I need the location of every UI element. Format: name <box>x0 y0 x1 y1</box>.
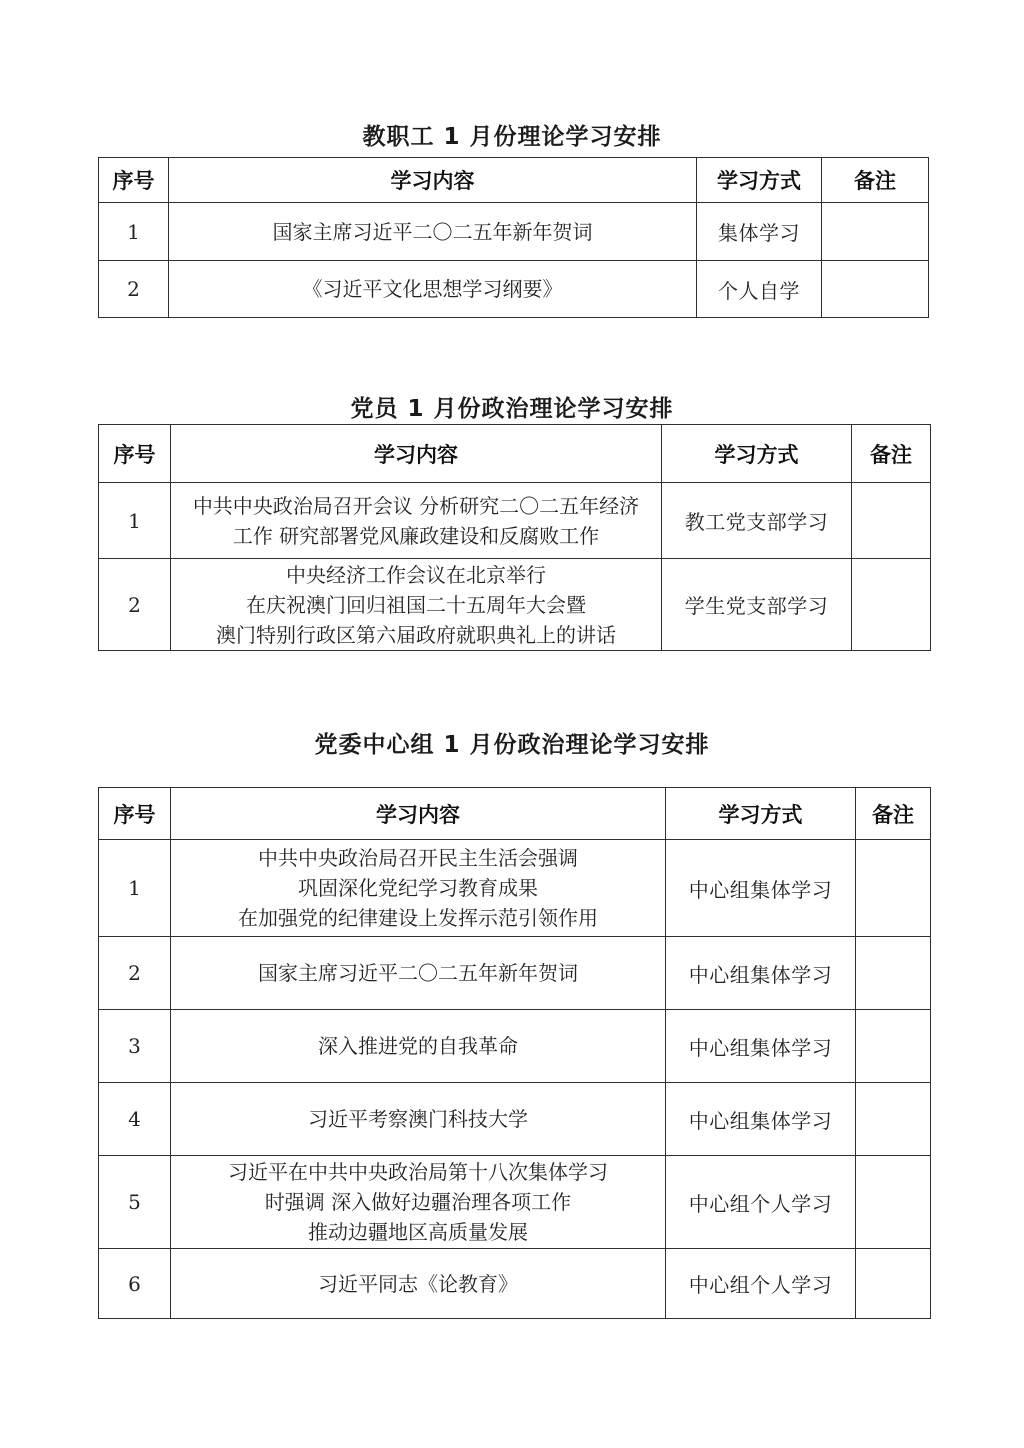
row-number: 2 <box>99 559 171 651</box>
note-cell <box>852 483 931 559</box>
table-header-row <box>99 425 931 483</box>
table-row <box>99 937 931 1010</box>
content-line: 国家主席习近平二〇二五年新年贺词 <box>272 219 593 244</box>
study-method: 集体学习 <box>697 203 822 261</box>
note-cell <box>856 937 931 1010</box>
column-header-method: 学习方式 <box>662 425 852 483</box>
column-header-method: 学习方式 <box>697 158 822 203</box>
content-line: 在加强党的纪律建设上发挥示范引领作用 <box>238 906 598 930</box>
row-number: 3 <box>99 1010 171 1083</box>
table-row <box>99 840 931 937</box>
party-member-study-table <box>98 424 931 651</box>
study-method: 学生党支部学习 <box>662 559 852 651</box>
study-method: 中心组集体学习 <box>666 937 856 1010</box>
table-header-row <box>99 788 931 840</box>
column-header-content: 学习内容 <box>169 158 697 203</box>
note-cell <box>856 840 931 937</box>
column-header-content: 学习内容 <box>171 788 666 840</box>
row-number: 5 <box>99 1156 171 1249</box>
column-header-method: 学习方式 <box>666 788 856 840</box>
content-line: 《习近平文化思想学习纲要》 <box>302 277 563 301</box>
row-number: 2 <box>99 937 171 1010</box>
content-line: 中共中央政治局召开会议 分析研究二〇二五年经济 <box>192 493 640 518</box>
table-row <box>99 1010 931 1083</box>
content-line: 中共中央政治局召开民主生活会强调 <box>258 846 578 870</box>
column-header-no: 序号 <box>99 425 171 483</box>
study-method: 教工党支部学习 <box>662 483 852 559</box>
study-content <box>171 1010 666 1083</box>
table-row <box>99 559 931 651</box>
column-header-note: 备注 <box>856 788 931 840</box>
study-content <box>171 1156 666 1249</box>
column-header-no: 序号 <box>99 158 169 203</box>
table-row <box>99 1156 931 1249</box>
study-content <box>169 203 697 261</box>
content-line: 澳门特别行政区第六届政府就职典礼上的讲话 <box>216 622 616 647</box>
study-content <box>171 1249 666 1319</box>
row-number: 1 <box>99 840 171 937</box>
note-cell <box>856 1249 931 1319</box>
content-line: 深入推进党的自我革命 <box>318 1034 518 1058</box>
study-content <box>169 261 697 318</box>
column-header-note: 备注 <box>822 158 929 203</box>
content-line: 国家主席习近平二〇二五年新年贺词 <box>258 961 578 985</box>
row-number: 4 <box>99 1083 171 1156</box>
study-method: 中心组集体学习 <box>666 1083 856 1156</box>
content-line: 巩固深化党纪学习教育成果 <box>298 876 538 900</box>
staff-study-table <box>98 157 929 318</box>
staff-study-table-title: 教职工 1 月份理论学习安排 <box>362 124 662 150</box>
content-line: 时强调 深入做好边疆治理各项工作 <box>264 1190 572 1214</box>
row-number: 2 <box>99 261 169 318</box>
note-cell <box>822 203 929 261</box>
party-member-study-table-title: 党员 1 月份政治理论学习安排 <box>350 396 674 422</box>
column-header-content: 学习内容 <box>171 425 662 483</box>
study-method: 个人自学 <box>697 261 822 318</box>
note-cell <box>856 1010 931 1083</box>
note-cell <box>856 1156 931 1249</box>
content-line: 在庆祝澳门回归祖国二十五周年大会暨 <box>246 592 586 617</box>
study-method: 中心组个人学习 <box>666 1249 856 1319</box>
content-line: 习近平在中共中央政治局第十八次集体学习 <box>228 1160 608 1184</box>
table-header-row <box>99 158 929 203</box>
column-header-note: 备注 <box>852 425 931 483</box>
table-row <box>99 203 929 261</box>
study-content <box>171 937 666 1010</box>
table-row <box>99 261 929 318</box>
content-line: 中央经济工作会议在北京举行 <box>286 562 546 587</box>
study-content <box>171 559 662 651</box>
study-method: 中心组集体学习 <box>666 1010 856 1083</box>
row-number: 1 <box>99 483 171 559</box>
note-cell <box>856 1083 931 1156</box>
study-content <box>171 1083 666 1156</box>
table-row <box>99 1249 931 1319</box>
row-number: 6 <box>99 1249 171 1319</box>
central-group-study-table-title: 党委中心组 1 月份政治理论学习安排 <box>314 732 710 758</box>
content-line: 工作 研究部署党风廉政建设和反腐败工作 <box>232 523 600 548</box>
study-content <box>171 483 662 559</box>
column-header-no: 序号 <box>99 788 171 840</box>
study-content <box>171 840 666 937</box>
note-cell <box>852 559 931 651</box>
row-number: 1 <box>99 203 169 261</box>
table-row <box>99 483 931 559</box>
note-cell <box>822 261 929 318</box>
content-line: 习近平同志《论教育》 <box>318 1271 518 1296</box>
content-line: 推动边疆地区高质量发展 <box>308 1220 528 1244</box>
table-row <box>99 1083 931 1156</box>
central-group-study-table <box>98 787 931 1319</box>
study-method: 中心组集体学习 <box>666 840 856 937</box>
content-line: 习近平考察澳门科技大学 <box>308 1107 528 1131</box>
study-method: 中心组个人学习 <box>666 1156 856 1249</box>
